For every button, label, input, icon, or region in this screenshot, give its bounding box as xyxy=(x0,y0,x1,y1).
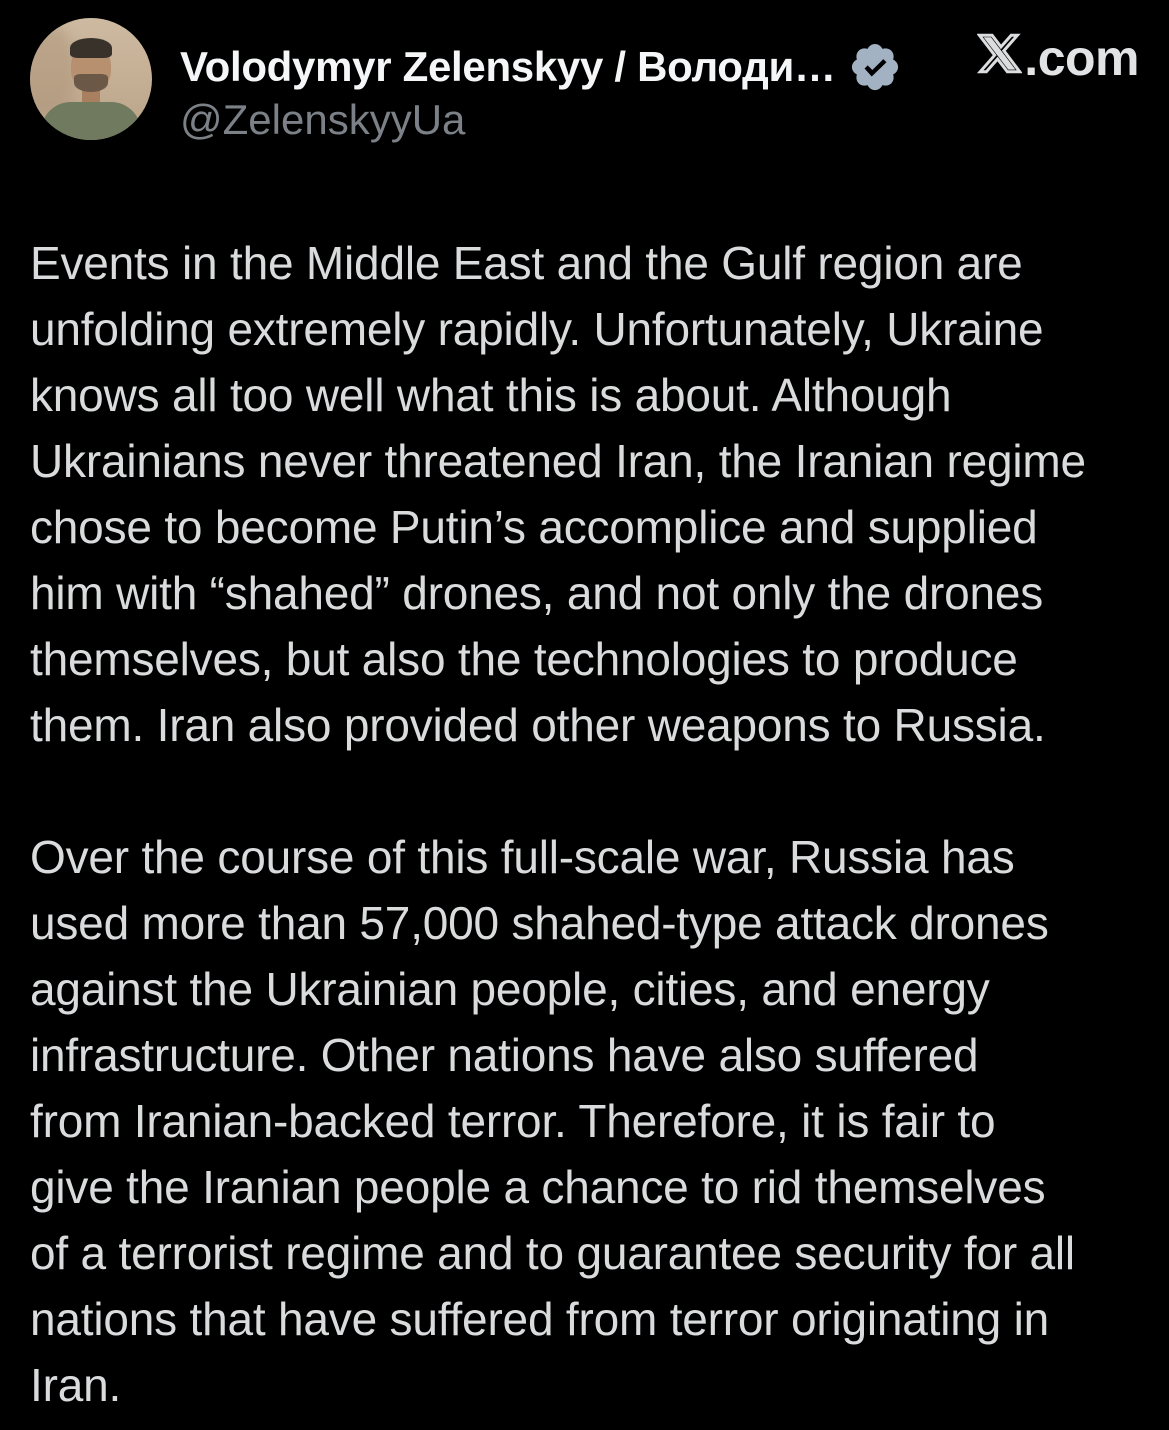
verified-seal-check-icon xyxy=(848,40,902,94)
tweet-text-line: give the Iranian people a chance to rid themselves xyxy=(30,1161,1046,1213)
tweet-text-line: of a terrorist regime and to guarantee security for all xyxy=(30,1227,1075,1279)
tweet-text-line: him with “shahed” drones, and not only the drones xyxy=(30,567,1044,619)
tweet-text-line: against the Ukrainian people, cities, and energy xyxy=(30,963,990,1015)
tweet-paragraph xyxy=(30,230,1139,758)
tweet-text-line: used more than 57,000 shahed-type attack drones xyxy=(30,897,1049,949)
site-domain-suffix: .com xyxy=(1024,30,1139,86)
name-column xyxy=(180,40,902,144)
x-logo-path xyxy=(980,35,1020,72)
tweet-text-line: Events in the Middle East and the Gulf region are xyxy=(30,237,1023,289)
avatar-hair xyxy=(70,38,112,58)
tweet-text-line: nations that have suffered from terror originating in xyxy=(30,1293,1050,1345)
tweet-text xyxy=(30,230,1139,1418)
user-handle[interactable]: @ZelenskyyUa xyxy=(180,96,466,143)
tweet-text-line: chose to become Putin’s accomplice and supplied xyxy=(30,501,1038,553)
tweet-text-line: from Iranian-backed terror. Therefore, it is fair to xyxy=(30,1095,996,1147)
avatar-beard xyxy=(74,74,108,92)
tweet-text-line: unfolding extremely rapidly. Unfortunately, Ukraine xyxy=(30,303,1044,355)
avatar[interactable] xyxy=(30,18,152,140)
tweet-text-line: infrastructure. Other nations have also suffered xyxy=(30,1029,979,1081)
name-row[interactable] xyxy=(180,40,902,94)
avatar-torso xyxy=(41,102,141,140)
tweet-paragraph xyxy=(30,824,1139,1418)
tweet-text-line: themselves, but also the technologies to produce xyxy=(30,633,1018,685)
display-name: Volodymyr Zelenskyy / Володи… xyxy=(180,43,836,90)
tweet-header xyxy=(30,18,1139,158)
tweet-text-line: knows all too well what this is about. Although xyxy=(30,369,952,421)
site-label[interactable] xyxy=(977,30,1139,86)
tweet-text-line: Iran. xyxy=(30,1359,122,1411)
verified-seal-path xyxy=(852,44,898,90)
tweet-text-line: Over the course of this full-scale war, Russia has xyxy=(30,831,1015,883)
tweet-text-line: them. Iran also provided other weapons to Russia. xyxy=(30,699,1046,751)
x-logo-icon xyxy=(977,31,1022,76)
tweet-text-line: Ukrainians never threatened Iran, the Iranian regime xyxy=(30,435,1086,487)
